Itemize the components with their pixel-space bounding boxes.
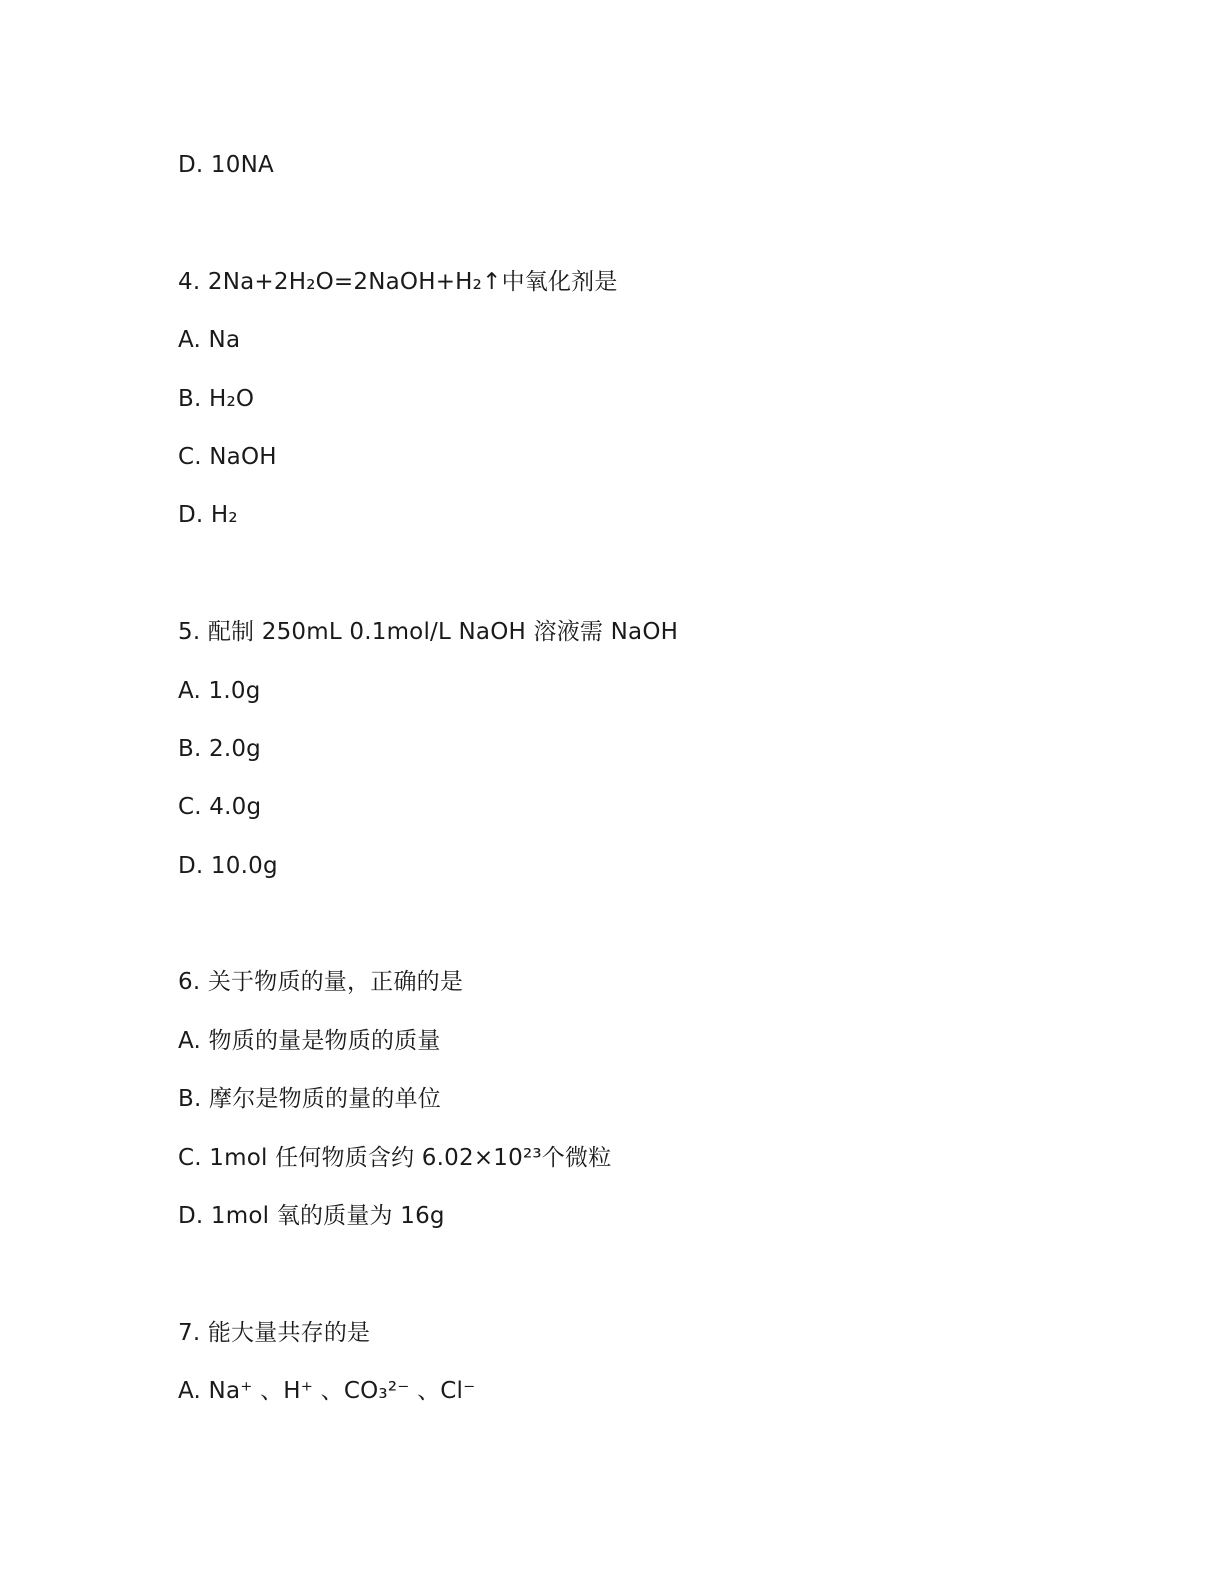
question-stem: 7. 能大量共存的是: [178, 1319, 371, 1346]
question-4: [178, 253, 1224, 545]
option-c: C. 1mol 任何物质含约 6.02×10²³个微粒: [178, 1144, 612, 1171]
option-d: D. 1mol 氧的质量为 16g: [178, 1203, 445, 1230]
option-b: B. H₂O: [178, 385, 255, 412]
option-d: D. H₂: [178, 502, 238, 529]
question-stem: 6. 关于物质的量，正确的是: [178, 969, 464, 996]
question-3-tail: [178, 136, 1224, 194]
option-b: B. 摩尔是物质的量的单位: [178, 1086, 442, 1113]
question-7: [178, 1304, 1224, 1421]
option-a: A. 物质的量是物质的质量: [178, 1027, 441, 1054]
option-c: C. 4.0g: [178, 794, 262, 821]
option-d: D. 10.0g: [178, 852, 278, 879]
option-c: C. NaOH: [178, 443, 277, 470]
question-6: [178, 953, 1224, 1245]
option-b: B. 2.0g: [178, 735, 261, 762]
question-stem: 5. 配制 250mL 0.1mol/L NaOH 溶液需 NaOH: [178, 619, 679, 646]
option-a: A. 1.0g: [178, 677, 261, 704]
question-5: [178, 603, 1224, 895]
option-a: A. Na: [178, 327, 241, 354]
option-d: D. 10NA: [178, 152, 274, 178]
question-stem: 4. 2Na+2H₂O=2NaOH+H₂↑中氧化剂是: [178, 268, 618, 295]
option-a: A. Na⁺ 、H⁺ 、CO₃²⁻ 、Cl⁻: [178, 1378, 476, 1405]
